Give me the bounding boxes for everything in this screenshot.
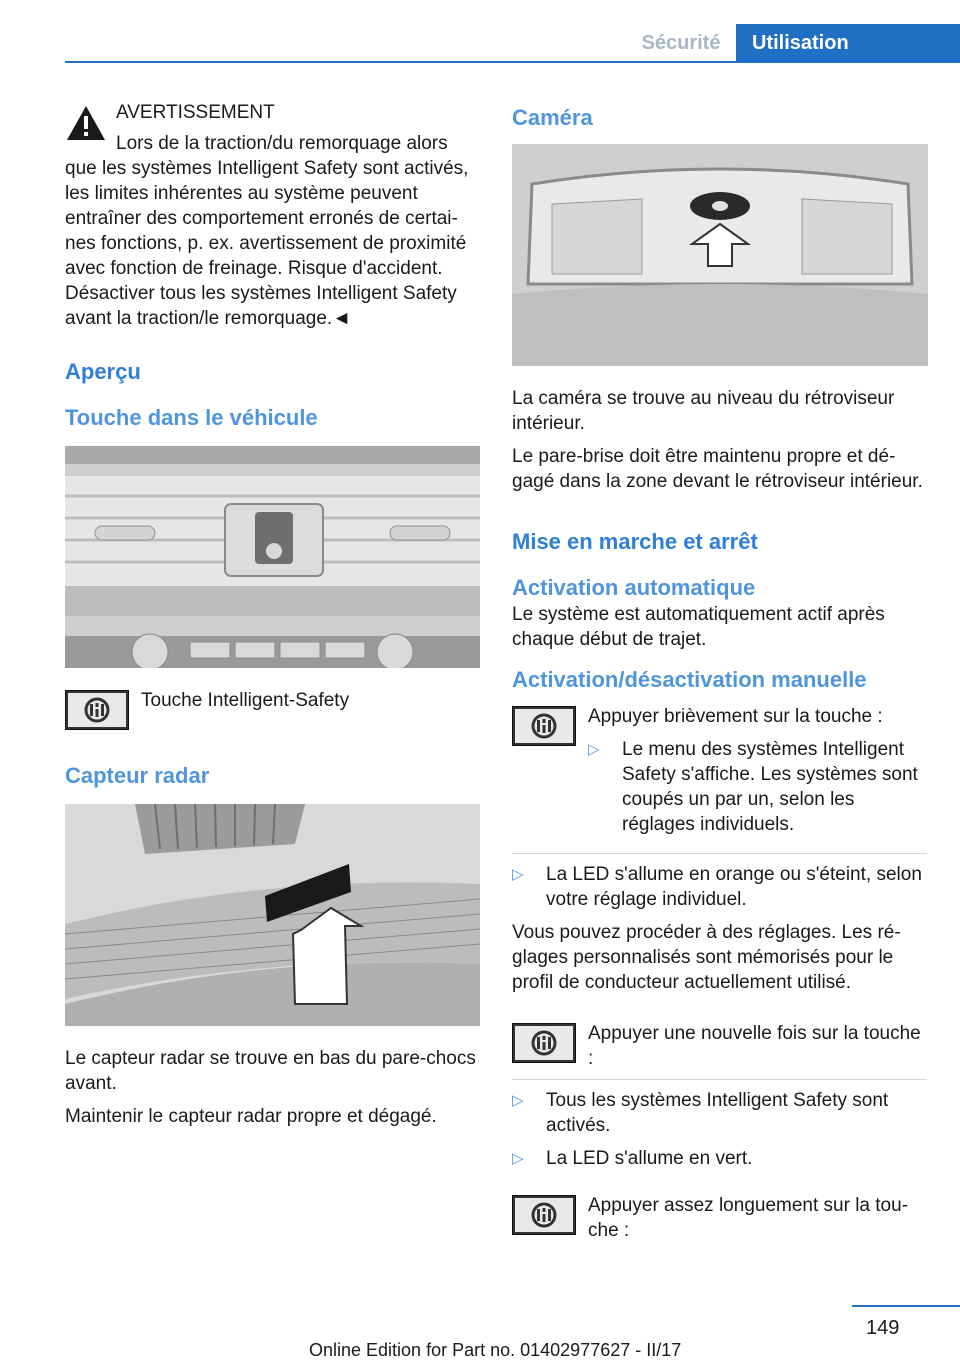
vehicle-button-heading: Touche dans le véhicule (65, 405, 318, 430)
led-orange-list (512, 862, 927, 912)
camera-text-2: Le pare-brise doit être maintenu propre et dégagé dans la zone devant le rétroviseur intérieur. (512, 446, 923, 492)
press-short-list (588, 737, 927, 837)
radar-text-1: Le capteur radar se trouve en bas du pare-chocs avant. (65, 1048, 476, 1094)
onoff-heading: Mise en marche et arrêt (512, 529, 758, 554)
right-column (512, 100, 927, 1251)
camera-image (512, 144, 928, 366)
overview-heading: Aperçu (65, 359, 141, 384)
warning-title: AVERTISSEMENT (116, 102, 275, 123)
auto-activation-heading: Activation automatique (512, 575, 756, 600)
warning-block (65, 100, 480, 331)
press-long-text: Appuyer assez longuement sur la touche : (588, 1195, 909, 1241)
intelligent-safety-button-icon (65, 690, 129, 730)
tab-utilisation[interactable]: Utilisation (736, 24, 960, 62)
radar-heading: Capteur radar (65, 763, 210, 788)
intelligent-safety-button-icon (512, 1023, 576, 1063)
divider (512, 853, 927, 854)
edition-footer: Online Edition for Part no. 01402977627 - II/17 (309, 1340, 682, 1360)
auto-activation-text: Le système est automatiquement actif après chaque début de trajet. (512, 604, 885, 650)
press-again-row (512, 1021, 927, 1071)
press-short-row (512, 704, 927, 845)
tab-securite[interactable]: Sécurité (641, 32, 721, 54)
press-short-text: Appuyer brièvement sur la touche : (588, 706, 883, 727)
manual-activation-heading: Activation/désactivation manuelle (512, 667, 867, 692)
intelligent-safety-caption: Touche Intelligent-Safety (141, 690, 350, 711)
warning-text: Lors de la traction/du remorquage alors que les systèmes Intelligent Safety sont activés, les limites inhérentes au système peuvent entraîner des comportement erronés de certaines fonctions, p. ex. avertissement de proximité avec fonction de freinage. Risque d'accident. Désactiver tous les systèmes Intelligent Safety avant la traction/le remorquage.◄ (65, 133, 469, 329)
list-item: ▷ Tous les systèmes Intelligent Safety sont activés. (512, 1088, 927, 1138)
intelligent-safety-button-icon (512, 1195, 576, 1235)
list-item: ▷ La LED s'allume en vert. (512, 1146, 927, 1171)
intelligent-safety-button-icon (512, 706, 576, 746)
left-column (65, 100, 480, 1137)
radar-text-2: Maintenir le capteur radar propre et dégagé. (65, 1106, 437, 1127)
press-again-list (512, 1088, 927, 1171)
radar-sensor-image (65, 804, 480, 1026)
list-item: ▷ La LED s'allume en orange ou s'éteint, selon votre réglage individuel. (512, 862, 927, 912)
camera-text-1: La caméra se trouve au niveau du rétroviseur intérieur. (512, 388, 895, 434)
press-long-row (512, 1193, 927, 1243)
intelligent-safety-caption-row (65, 688, 480, 730)
divider (512, 1079, 927, 1080)
warning-triangle-icon (65, 104, 107, 142)
press-again-text: Appuyer une nouvelle fois sur la touche : (588, 1023, 921, 1069)
list-item: ▷ Le menu des systèmes Intelligent Safety s'affiche. Les systèmes sont coupés un par un, selon les réglages individuels. (588, 737, 927, 837)
footer-rule (852, 1305, 960, 1307)
camera-heading: Caméra (512, 105, 593, 130)
page-number: 149 (866, 1317, 900, 1339)
dashboard-button-image (65, 446, 480, 668)
settings-text: Vous pouvez procéder à des réglages. Les réglages personnalisés sont mémorisés pour le profil de conducteur actuellement utilisé. (512, 922, 901, 993)
